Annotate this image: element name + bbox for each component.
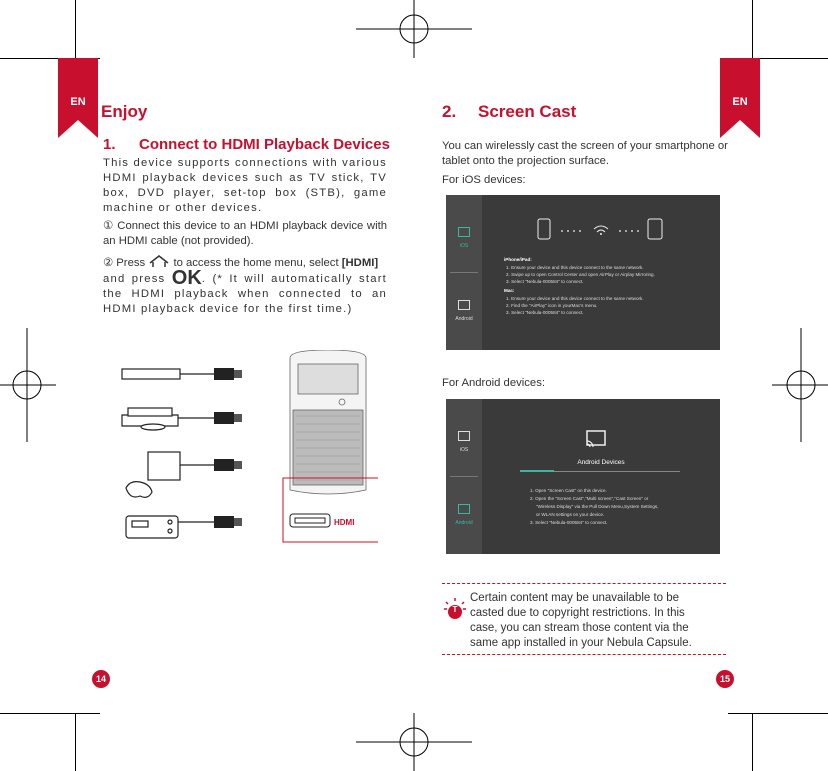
sidebar-android-tab: Android xyxy=(455,520,473,526)
page-number-right: 15 xyxy=(716,670,734,688)
sidebar-android-tab: Android xyxy=(455,316,473,322)
tv-icon xyxy=(458,227,470,237)
tip-line: Certain content may be unavailable to be xyxy=(470,592,680,604)
ios-cast-screen xyxy=(446,195,720,350)
tip-divider-top xyxy=(442,583,726,584)
android-step: 1. Open "Screen Cast" on this device. xyxy=(530,488,607,493)
tip-text xyxy=(470,591,730,651)
cast-connection-icons xyxy=(536,217,666,243)
subsection-number: 1. xyxy=(103,136,116,153)
iphone-step: 2. Swipe up to open Control Center and open AirPlay or Airplay Mirroring. xyxy=(506,272,655,277)
section-heading: Screen Cast xyxy=(478,102,577,121)
subsection-title xyxy=(103,136,390,153)
subsection-heading: Connect to HDMI Playback Devices xyxy=(139,136,390,153)
mac-step: 3. Select "Nebula-000584" to connect. xyxy=(506,310,584,315)
sidebar-ios-tab: iOS xyxy=(459,447,469,453)
iphone-step: 1. Ensure your device and this device connect to the same network. xyxy=(506,265,644,270)
section-title-enjoy: Enjoy xyxy=(101,102,148,121)
home-icon xyxy=(148,254,170,268)
intro-paragraph-right: You can wirelessly cast the screen of your smartphone or tablet onto the projection surface. xyxy=(442,140,728,167)
android-step: 3. Select "Nebula-000584" to connect. xyxy=(530,520,608,525)
android-step: 2. Open the "Screen Cast","Multi screen","Cast Screen" or xyxy=(530,496,649,501)
hdmi-port-label: HDMI xyxy=(334,518,355,527)
android-step: or WLAN settings on your device. xyxy=(536,512,605,517)
section-number: 2. xyxy=(442,102,457,121)
page-number-left: 14 xyxy=(92,670,110,688)
iphone-heading: iPhone/iPad: xyxy=(504,257,532,262)
language-tag-right: EN xyxy=(720,58,760,138)
step-2-line1: ② Press to access the home menu, select [HDMI] xyxy=(103,254,387,271)
tip-line: casted due to copyright restrictions. In this xyxy=(470,607,685,619)
android-step: "Wireless Display" via the Pull Down Menu,System Settings, xyxy=(536,504,659,509)
step-1: ① Connect this device to an HDMI playback device with an HDMI cable (not provided). xyxy=(103,220,387,247)
progress-fill xyxy=(520,470,554,472)
ok-button-glyph: OK xyxy=(171,267,202,289)
mac-heading: Mac: xyxy=(504,288,515,293)
iphone-step: 3. Select "Nebula-000584" to connect. xyxy=(506,279,584,284)
ios-panel-sidebar xyxy=(446,195,482,350)
section-title-screen-cast xyxy=(442,102,576,122)
intro-paragraph: This device supports connections with various HDMI playback devices such as TV stick, TV box, DVD player, set-top box (STB), game machine or other devices. xyxy=(103,157,387,214)
language-tag-left: EN xyxy=(58,58,98,138)
ios-devices-label: For iOS devices: xyxy=(442,174,526,186)
android-devices-title: Android Devices xyxy=(577,459,625,466)
android-panel-sidebar xyxy=(446,399,482,554)
tv-icon xyxy=(458,431,470,441)
cast-icon xyxy=(458,504,470,514)
cast-icon xyxy=(458,300,470,310)
android-devices-label: For Android devices: xyxy=(442,377,545,389)
screen-cast-icon xyxy=(584,429,608,451)
tip-line: same app installed in your Nebula Capsule. xyxy=(470,637,692,649)
mac-step: 2. Find the "AirPlay" icon in yourMac's menu. xyxy=(506,303,598,308)
sidebar-ios-tab: iOS xyxy=(459,243,469,249)
tip-badge: T xyxy=(452,605,458,614)
tip-line: case, you can stream those content via the xyxy=(470,622,689,634)
tip-divider-bottom xyxy=(442,654,726,655)
mac-step: 1. Ensure your device and this device connect to the same network. xyxy=(506,296,644,301)
step-2-line2: and press OK. (* It will automatically start the HDMI playback when connected to an HDMI playback device for the first time.) xyxy=(103,267,387,315)
android-cast-screen xyxy=(446,399,720,554)
